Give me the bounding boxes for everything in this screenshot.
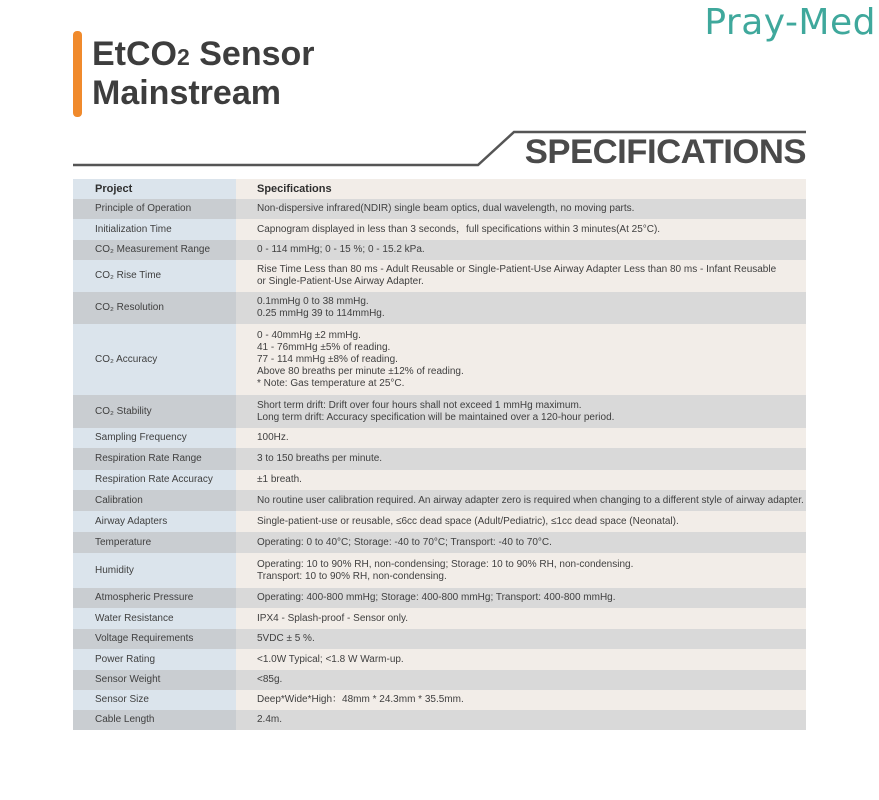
column-header-project: Project: [73, 179, 236, 199]
spec-label: Sampling Frequency: [73, 428, 236, 448]
spec-value: <1.0W Typical; <1.8 W Warm-up.: [236, 649, 806, 670]
spec-label: CO₂ Rise Time: [73, 260, 236, 292]
table-row: [73, 511, 806, 532]
spec-value: IPX4 - Splash-proof - Sensor only.: [236, 608, 806, 629]
spec-value: Short term drift: Drift over four hours shall not exceed 1 mmHg maximum. Long term drift: Accuracy specification will be maintained over a 120-hour period.: [236, 395, 806, 428]
table-row: [73, 324, 806, 395]
spec-label: Airway Adapters: [73, 511, 236, 532]
column-header-specifications: Specifications: [236, 179, 806, 199]
table-row: [73, 532, 806, 553]
spec-label: CO₂ Measurement Range: [73, 240, 236, 260]
table-body: [73, 199, 806, 730]
spec-label: CO₂ Accuracy: [73, 324, 236, 395]
table-row: [73, 199, 806, 219]
table-row: [73, 649, 806, 670]
spec-label: CO₂ Stability: [73, 395, 236, 428]
spec-label: Respiration Rate Range: [73, 448, 236, 470]
spec-label: Respiration Rate Accuracy: [73, 470, 236, 490]
table-row: [73, 448, 806, 470]
spec-label: CO₂ Resolution: [73, 292, 236, 324]
spec-value: ±1 breath.: [236, 470, 806, 490]
spec-value: 0 - 40mmHg ±2 mmHg. 41 - 76mmHg ±5% of reading. 77 - 114 mmHg ±8% of reading. Above 80 breaths per minute ±12% of reading. * Note: Gas temperature at 25°C.: [236, 324, 806, 395]
spec-label: Humidity: [73, 553, 236, 588]
table-row: [73, 608, 806, 629]
spec-label: Voltage Requirements: [73, 629, 236, 649]
table-row: [73, 395, 806, 428]
spec-value: <85g.: [236, 670, 806, 690]
spec-label: Principle of Operation: [73, 199, 236, 219]
table-header-row: [73, 179, 806, 199]
table-row: [73, 588, 806, 608]
table-row: [73, 670, 806, 690]
table-row: [73, 629, 806, 649]
spec-value: Capnogram displayed in less than 3 seconds，full specifications within 3 minutes(At 25°C).: [236, 219, 806, 240]
spec-value: Single-patient-use or reusable, ≤6cc dead space (Adult/Pediatric), ≤1cc dead space (Neonatal).: [236, 511, 806, 532]
spec-label: Sensor Size: [73, 690, 236, 710]
spec-label: Atmospheric Pressure: [73, 588, 236, 608]
table-row: [73, 553, 806, 588]
spec-value: Operating: 0 to 40°C; Storage: -40 to 70°C; Transport: -40 to 70°C.: [236, 532, 806, 553]
table-row: [73, 470, 806, 490]
spec-value: 0 - 114 mmHg; 0 - 15 %; 0 - 15.2 kPa.: [236, 240, 806, 260]
table-row: [73, 240, 806, 260]
spec-value: 3 to 150 breaths per minute.: [236, 448, 806, 470]
specifications-table: [73, 179, 806, 730]
spec-value: 0.1mmHg 0 to 38 mmHg. 0.25 mmHg 39 to 114mmHg.: [236, 292, 806, 324]
brand-logo: Pray-Med: [704, 2, 876, 43]
spec-value: Operating: 10 to 90% RH, non-condensing; Storage: 10 to 90% RH, non-condensing. Transport: 10 to 90% RH, non-condensing.: [236, 553, 806, 588]
table-row: [73, 292, 806, 324]
section-heading: SPECIFICATIONS: [524, 133, 806, 171]
spec-label: Initialization Time: [73, 219, 236, 240]
table-row: [73, 260, 806, 292]
spec-value: 100Hz.: [236, 428, 806, 448]
spec-value: Operating: 400-800 mmHg; Storage: 400-800 mmHg; Transport: 400-800 mmHg.: [236, 588, 806, 608]
title-line-1: EtCO2 Sensor: [92, 35, 315, 73]
accent-bar: [73, 31, 82, 117]
spec-label: Power Rating: [73, 649, 236, 670]
spec-value: Rise Time Less than 80 ms - Adult Reusable or Single-Patient-Use Airway Adapter Less than 80 ms - Infant Reusable or Single-Patient-Use Airway Adapter.: [236, 260, 806, 292]
title-line-2: Mainstream: [92, 74, 281, 112]
spec-value: Deep*Wide*High：48mm * 24.3mm * 35.5mm.: [236, 690, 806, 710]
spec-label: Calibration: [73, 490, 236, 511]
spec-value: 2.4m.: [236, 710, 806, 730]
table-row: [73, 219, 806, 240]
spec-label: Temperature: [73, 532, 236, 553]
spec-value: Non-dispersive infrared(NDIR) single beam optics, dual wavelength, no moving parts.: [236, 199, 806, 219]
page-title: [92, 36, 315, 111]
table-row: [73, 710, 806, 730]
spec-label: Sensor Weight: [73, 670, 236, 690]
spec-label: Cable Length: [73, 710, 236, 730]
table-row: [73, 690, 806, 710]
table-row: [73, 490, 806, 511]
spec-label: Water Resistance: [73, 608, 236, 629]
spec-value: No routine user calibration required. An airway adapter zero is required when changing to a different style of airway adapter.: [236, 490, 806, 511]
spec-value: 5VDC ± 5 %.: [236, 629, 806, 649]
table-row: [73, 428, 806, 448]
